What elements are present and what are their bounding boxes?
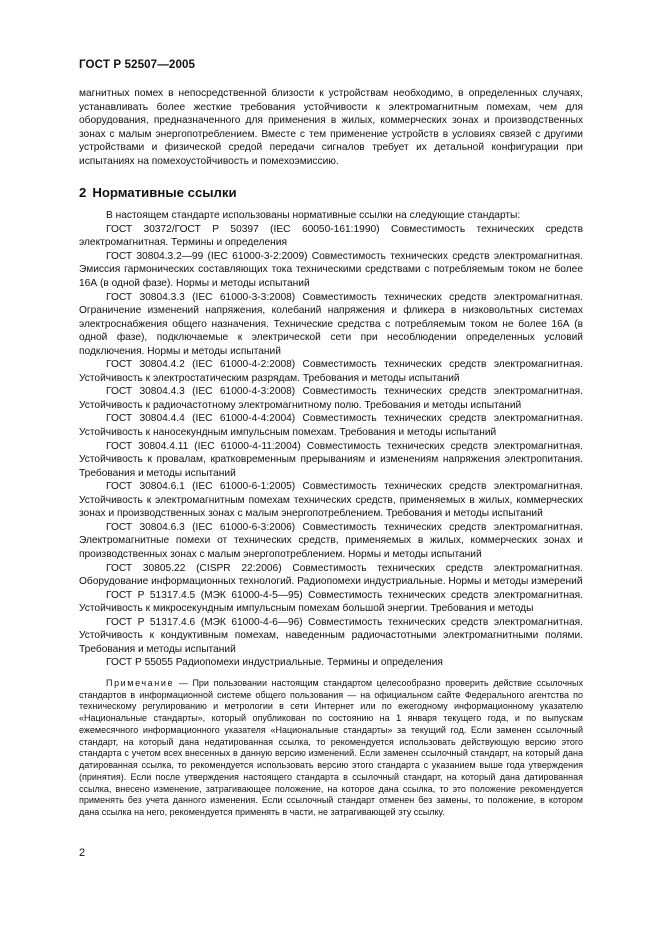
reference-list [79, 223, 583, 670]
reference-item: ГОСТ Р 55055 Радиопомехи индустриальные. Термины и определения [106, 657, 443, 669]
reference-item: ГОСТ 30805.22 (CISPR 22:2006) Совместимость технических средств электромагнитная. Оборудование информационных технологий. Радиопомехи индустриальные. Нормы и методы измерений [79, 562, 583, 588]
reference-item: ГОСТ Р 51317.4.6 (МЭК 61000-4-6—96) Совместимость технических средств электромагнитная. Устойчивость к кондуктивным помехам, наведенным радиочастотными электромагнитными полями. Требования и методы испытаний [79, 616, 583, 655]
page-number: 2 [79, 847, 86, 859]
note [79, 678, 583, 819]
reference-item: ГОСТ 30804.4.4 (IEC 61000-4-4:2004) Совместимость технических средств электромагнитная. Устойчивость к наносекундным импульсным помехам. Требования и методы испытаний [79, 413, 583, 439]
reference-item: ГОСТ Р 51317.4.5 (МЭК 61000-4-5—95) Совместимость технических средств электромагнитная. Устойчивость к микросекундным импульсным помехам большой энергии. Требования и методы [79, 589, 583, 615]
reference-item: ГОСТ 30804.3.3 (IEC 61000-3-3:2008) Совместимость технических средств электромагнитная. Ограничение изменений напряжения, колебаний напряжения и фликера в низковольтных системах электроснабжения общего назначения. Технические средства с потребляемым током не более 16А (в одной фазе), подключаемые к электрической сети при несоблюдении определенных условий подключения. Нормы и методы испытаний [79, 291, 583, 357]
note-label: Примечание [106, 677, 175, 688]
document-code: ГОСТ Р 52507—2005 [79, 58, 196, 71]
reference-item: ГОСТ 30804.4.2 (IEC 61000-4-2:2008) Совместимость технических средств электромагнитная. Устойчивость к электростатическим разрядам. Требования и методы испытаний [79, 359, 583, 384]
reference-item: ГОСТ 30372/ГОСТ Р 50397 (IEC 60050-161:1990) Совместимость технических средств электромагнитная. Термины и определения [79, 223, 583, 249]
note-dash: — [174, 677, 193, 688]
page-body [79, 87, 583, 819]
note-text: При пользовании настоящим стандартом целесообразно проверить действие ссылочных стандартов в информационной системе общего пользования — на официальном сайте Федерального агентства по техническому регулированию и метрологии в сети Интернет или по ежегодному информационному указателю «Национальные стандарты», который опубликован по состоянию на 1 января текущего года, и по выпускам ежемесячного информационного указателя «Национальные стандарты» за текущий год. Если заменен ссылочный стандарт, на который дана недатированная ссылка, то рекомендуется использовать действующую версию этого стандарта с учетом всех внесенных в данную версию изменений. Если заменен ссылочный стандарт, на который дана датированная ссылка, то рекомендуется использовать версию этого стандарта с указанием выше года утверждения (принятия). Если после утверждения настоящего стандарта в ссылочный стандарт, на который дана датированная ссылка, внесено изменение, затрагивающее положение, на которое дана ссылка, то это положение рекомендуется применять без учета данного изменения. Если ссылочный стандарт отменен без замены, то положение, в котором дана ссылка на него, рекомендуется применять в части, не затрагивающей эту ссылку. [79, 677, 583, 818]
reference-item: ГОСТ 30804.4.3 (IEC 61000-4-3:2008) Совместимость технических средств электромагнитная. Устойчивость к радиочастотному электромагнитному полю. Требования и методы испытаний [79, 386, 583, 411]
continuation-paragraph: магнитных помех в непосредственной близости к устройствам необходимо, в определенных случаях, устанавливать более жесткие требования устойчивости к электромагнитным помехам, чем для оборудования, предназначенного для применения в жилых, коммерческих зонах и производственных зонах с малым энергопотреблением. Вместе с тем применение устройств в условиях связей с другими устройствами и физической средой передачи сигналов требует их детальной конфигурации при испытаниях на помехоустойчивость и помехоэмиссию. [79, 88, 583, 167]
reference-item: ГОСТ 30804.6.1 (IEC 61000-6-1:2005) Совместимость технических средств электромагнитная. Устойчивость к электромагнитным помехам технических средств, применяемых в жилых, коммерческих зонах и производственных зонах с малым энергопотреблением. Требования и методы испытаний [79, 481, 583, 520]
reference-item: ГОСТ 30804.4.11 (IEC 61000-4-11:2004) Совместимость технических средств электромагнитная. Устойчивость к провалам, кратковременным прерываниям и изменениям напряжения электропитания. Требования и методы испытаний [79, 440, 583, 479]
reference-item: ГОСТ 30804.6.3 (IEC 61000-6-3:2006) Совместимость технических средств электромагнитная. Электромагнитные помехи от технических средств, применяемых в жилых, коммерческих зонах и производственных зонах с малым энергопотреблением. Нормы и методы испытаний [79, 521, 583, 560]
section-number: 2 [79, 185, 87, 201]
section-heading [79, 185, 583, 200]
reference-item: ГОСТ 30804.3.2—99 (IEC 61000-3-2:2009) Совместимость технических средств электромагнитная. Эмиссия гармонических составляющих тока техническими средствами с потребляемым током не более 16А (в одной фазе). Нормы и методы испытаний [79, 250, 583, 290]
section-title: Нормативные ссылки [92, 185, 237, 201]
section-intro: В настоящем стандарте использованы нормативные ссылки на следующие стандарты: [106, 210, 521, 222]
